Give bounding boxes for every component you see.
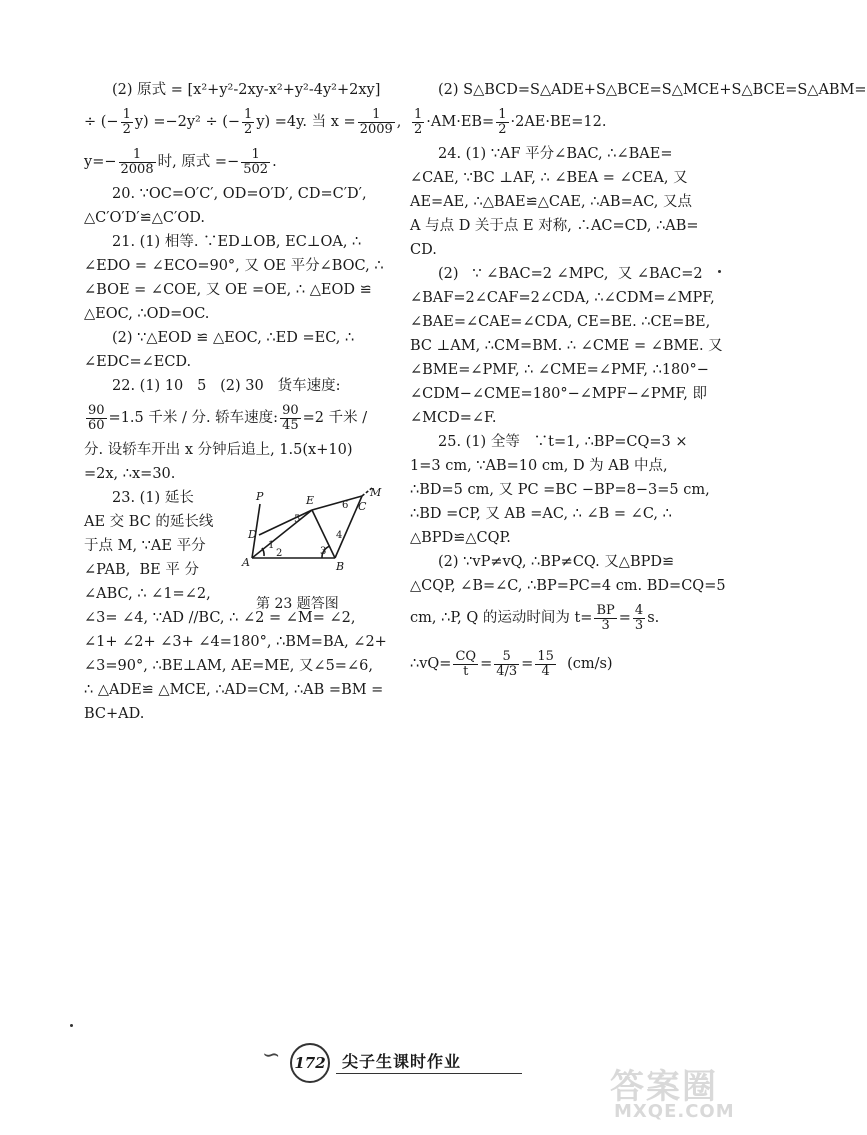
fraction: $\frac{1}{2008}$: [120, 146, 154, 177]
label-d: D: [248, 528, 257, 541]
answer-line: ∴BD =CP, 又 AB =AC, ∴ ∠B = ∠C, ∴: [410, 506, 672, 522]
label-m: M: [370, 486, 382, 499]
label-e: E: [306, 494, 315, 507]
fraction: $\frac{5}{4/3}$: [496, 648, 518, 679]
answer-line: ∠EDO = ∠ECO=90°, 又 OE 平分∠BOC, ∴: [84, 258, 384, 274]
answer-line: 21. (1) 相等. ∵ED⊥OB, EC⊥OA, ∴: [112, 234, 362, 250]
answer-line: (2) ∵vP≠vQ, ∴BP≠CQ. 又△BPD≌: [438, 554, 675, 570]
answer-line: ∠BOE = ∠COE, 又 OE =OE, ∴ △EOD ≌: [84, 282, 372, 298]
fraction: $\frac{1}{2}$: [244, 106, 253, 137]
book-title: 尖子生课时作业: [342, 1052, 462, 1071]
answer-line: (2) ∵△EOD ≌ △EOC, ∴ED =EC, ∴: [112, 330, 355, 346]
answer-line: 分. 设轿车开出 x 分钟后追上, 1.5(x+10): [84, 442, 353, 458]
left-column: [84, 78, 402, 722]
segment-ec: [312, 496, 362, 510]
stray-dot: [70, 1024, 73, 1027]
answer-line: ∠3= ∠4, ∵AD //BC, ∴ ∠2 = ∠M= ∠2,: [84, 610, 356, 626]
answer-line: ∴BD=5 cm, 又 PC =BC −BP=8−3=5 cm,: [410, 482, 710, 498]
answer-line: ∠3=90°, ∴BE⊥AM, AE=ME, 又∠5=∠6,: [84, 658, 373, 674]
label-p: P: [256, 490, 264, 503]
figure-caption: 第 23 题答图: [256, 596, 339, 612]
fraction: $\frac{1}{2}$: [414, 106, 423, 137]
answer-line: cm, ∴P, Q 的运动时间为 t= $\frac{BP}{3}$ = $\frac{4}{3}$ s.: [410, 602, 660, 633]
answer-line: 25. (1) 全等 ∵t=1, ∴BP=CQ=3 ×: [438, 434, 688, 450]
answer-line: ÷ (− $\frac{1}{2}$ y) =−2y² ÷ (− $\frac{1}{2}$ y) =4y. 当 x = $\frac{1}{2009}$ ,: [84, 106, 402, 137]
answer-line: BC+AD.: [84, 706, 145, 722]
angle-label: 4: [336, 530, 343, 541]
watermark: [592, 1059, 742, 1129]
answer-line: 24. (1) ∵AF 平分∠BAC, ∴∠BAE=: [438, 146, 673, 162]
fraction: $\frac{CQ}{t}$: [455, 648, 477, 679]
fraction: $\frac{4}{3}$: [634, 602, 644, 633]
fraction: $\frac{1}{2}$: [122, 106, 131, 137]
answer-line: ∠MCD=∠F.: [410, 410, 497, 426]
page-number: 172: [290, 1043, 330, 1083]
answer-line: =2x, ∴x=30.: [84, 466, 176, 482]
footer-rule: [336, 1073, 522, 1074]
answer-line: y=− $\frac{1}{2008}$ 时, 原式 =− $\frac{1}{502}$ .: [84, 146, 277, 177]
page-footer: [262, 1037, 532, 1083]
answer-line: ∴ △ADE≌ △MCE, ∴AD=CM, ∴AB =BM =: [84, 682, 384, 698]
answer-line: AE=AE, ∴△BAE≌△CAE, ∴AB=AC, 又点: [410, 194, 693, 210]
answer-line: △C′O′D′≌△C′OD.: [84, 210, 205, 226]
fraction: $\frac{1}{2009}$: [359, 106, 393, 137]
answer-line: AE 交 BC 的延长线: [84, 514, 214, 530]
answer-line: ∠CAE, ∵BC ⊥AF, ∴ ∠BEA = ∠CEA, 又: [410, 170, 688, 186]
answer-line: ∠CDM−∠CME=180°−∠MPF−∠PMF, 即: [410, 386, 708, 402]
answer-line: ∠ABC, ∴ ∠1=∠2,: [84, 586, 211, 602]
angle-label: 3: [320, 546, 327, 557]
answer-line: △EOC, ∴OD=OC.: [84, 306, 210, 322]
fraction: $\frac{1}{2}$: [498, 106, 507, 137]
answer-line: 23. (1) 延长: [112, 490, 194, 506]
answer-line: 22. (1) 10 5 (2) 30 货车速度:: [112, 378, 341, 394]
angle-label: 6: [342, 500, 349, 511]
answer-line: A 与点 D 关于点 E 对称, ∴AC=CD, ∴AB=: [410, 218, 699, 234]
fraction: $\frac{BP}{3}$: [596, 602, 615, 633]
answer-line: ∠BAE=∠CAE=∠CDA, CE=BE. ∴CE=BE,: [410, 314, 711, 330]
fraction: $\frac{1}{502}$: [243, 146, 269, 177]
fraction: $\frac{90}{45}$: [282, 402, 299, 433]
answer-line: ∠BME=∠PMF, ∴ ∠CME=∠PMF, ∴180°−: [410, 362, 709, 378]
fraction: $\frac{15}{4}$: [537, 648, 554, 679]
label-a: A: [242, 556, 250, 569]
watermark-logo: 答案圈: [610, 1067, 718, 1107]
watermark-site: MXQE.COM: [614, 1101, 735, 1122]
answer-line: $\frac{1}{2}$ ·AM·EB= $\frac{1}{2}$ ·2AE·BE=12.: [414, 106, 607, 137]
angle-label: 2: [276, 548, 283, 559]
geometry-figure: [242, 486, 382, 596]
answer-line: ∠EDC=∠ECD.: [84, 354, 192, 370]
answer-line: ∠BAF=2∠CAF=2∠CDA, ∴∠CDM=∠MPF,: [410, 290, 715, 306]
stray-dot: [718, 270, 721, 273]
angle-label: 5: [294, 514, 301, 525]
label-b: B: [336, 560, 345, 573]
angle-label: 1: [268, 540, 275, 551]
answer-line: ∠PAB, BE 平 分: [84, 562, 199, 578]
answer-line: △BPD≌△CQP.: [410, 530, 511, 546]
answer-line: ∴vQ= $\frac{CQ}{t}$ = $\frac{5}{4/3}$ = $\frac{15}{4}$ (cm/s): [410, 648, 613, 679]
ornament-icon: ∽: [262, 1043, 281, 1068]
answer-line: (2) ∵ ∠BAC=2 ∠MPC, 又 ∠BAC=2: [438, 266, 703, 282]
answer-line: 于点 M, ∵AE 平分: [84, 538, 206, 554]
answer-line: △CQP, ∠B=∠C, ∴BP=PC=4 cm. BD=CQ=5: [410, 578, 726, 594]
label-c: C: [358, 500, 367, 513]
fraction: $\frac{90}{60}$: [88, 402, 105, 433]
question-23: [84, 486, 387, 722]
answer-line: $\frac{90}{60}$ =1.5 千米 / 分. 轿车速度: $\frac{90}{45}$ =2 千米 /: [88, 402, 368, 433]
answer-line: 1=3 cm, ∵AB=10 cm, D 为 AB 中点,: [410, 458, 668, 474]
answer-line: (2) 原式 = [x²+y²-2xy-x²+y²-4y²+2xy]: [112, 82, 381, 98]
answer-line: ∠1+ ∠2+ ∠3+ ∠4=180°, ∴BM=BA, ∠2+: [84, 634, 387, 650]
answer-line: 20. ∵OC=O′C′, OD=O′D′, CD=C′D′,: [112, 186, 367, 202]
right-column: [410, 78, 867, 690]
answer-line: BC ⊥AM, ∴CM=BM. ∴ ∠CME = ∠BME. 又: [410, 338, 723, 354]
answer-line: (2) S△BCD=S△ADE+S△BCE=S△MCE+S△BCE=S△ABM=: [438, 82, 867, 98]
answer-line: CD.: [410, 242, 437, 258]
